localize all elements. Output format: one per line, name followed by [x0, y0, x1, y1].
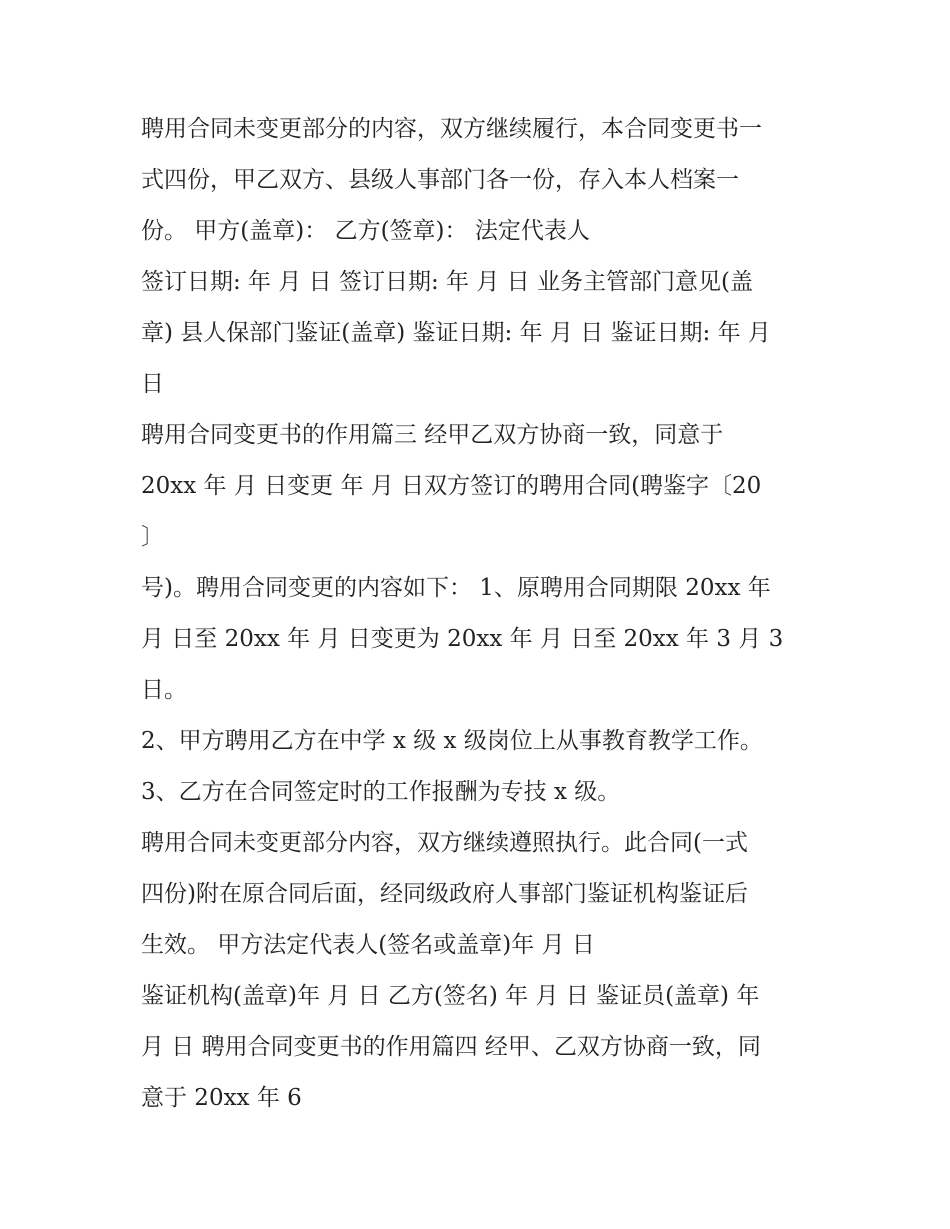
text-line: 〕 — [141, 524, 164, 550]
text-line: 鉴证机构(盖章)年 月 日 乙方(签名) 年 月 日 鉴证员(盖章) 年 — [141, 983, 760, 1009]
text-line: 签订日期: 年 月 日 签订日期: 年 月 日 业务主管部门意见(盖 — [141, 269, 753, 295]
text-line: 四份)附在原合同后面，经同级政府人事部门鉴证机构鉴证后 — [141, 881, 748, 907]
text-line: 月 日 聘用合同变更书的作用篇四 经甲、乙双方协商一致，同 — [141, 1034, 761, 1060]
text-line: 日 — [141, 371, 164, 397]
text-line: 聘用合同变更书的作用篇三 经甲乙双方协商一致，同意于 — [141, 422, 724, 448]
text-line: 日。 — [141, 677, 187, 703]
text-line: 20xx 年 月 日变更 年 月 日双方签订的聘用合同(聘鉴字〔20 — [141, 473, 762, 499]
text-line: 份。 甲方(盖章)： 乙方(签章)： 法定代表人 — [141, 218, 590, 244]
text-line: 式四份，甲乙双方、县级人事部门各一份，存入本人档案一 — [141, 167, 739, 193]
text-line: 聘用合同未变更部分内容，双方继续遵照执行。此合同(一式 — [141, 830, 748, 856]
document-body — [141, 104, 821, 1124]
text-line: 2、甲方聘用乙方在中学 x 级 x 级岗位上从事教育教学工作。 — [141, 728, 763, 754]
text-line: 聘用合同未变更部分的内容，双方继续履行，本合同变更书一 — [141, 116, 762, 142]
text-line: 章) 县人保部门鉴证(盖章) 鉴证日期: 年 月 日 鉴证日期: 年 月 — [141, 320, 771, 346]
text-line: 月 日至 20xx 年 月 日变更为 20xx 年 月 日至 20xx 年 3 月 3 — [141, 626, 784, 652]
text-line: 意于 20xx 年 6 — [141, 1085, 302, 1111]
text-line: 号)。聘用合同变更的内容如下： 1、原聘用合同期限 20xx 年 — [141, 575, 771, 601]
text-line: 生效。 甲方法定代表人(签名或盖章)年 月 日 — [141, 932, 595, 958]
text-line: 3、乙方在合同签定时的工作报酬为专技 x 级。 — [141, 779, 621, 805]
